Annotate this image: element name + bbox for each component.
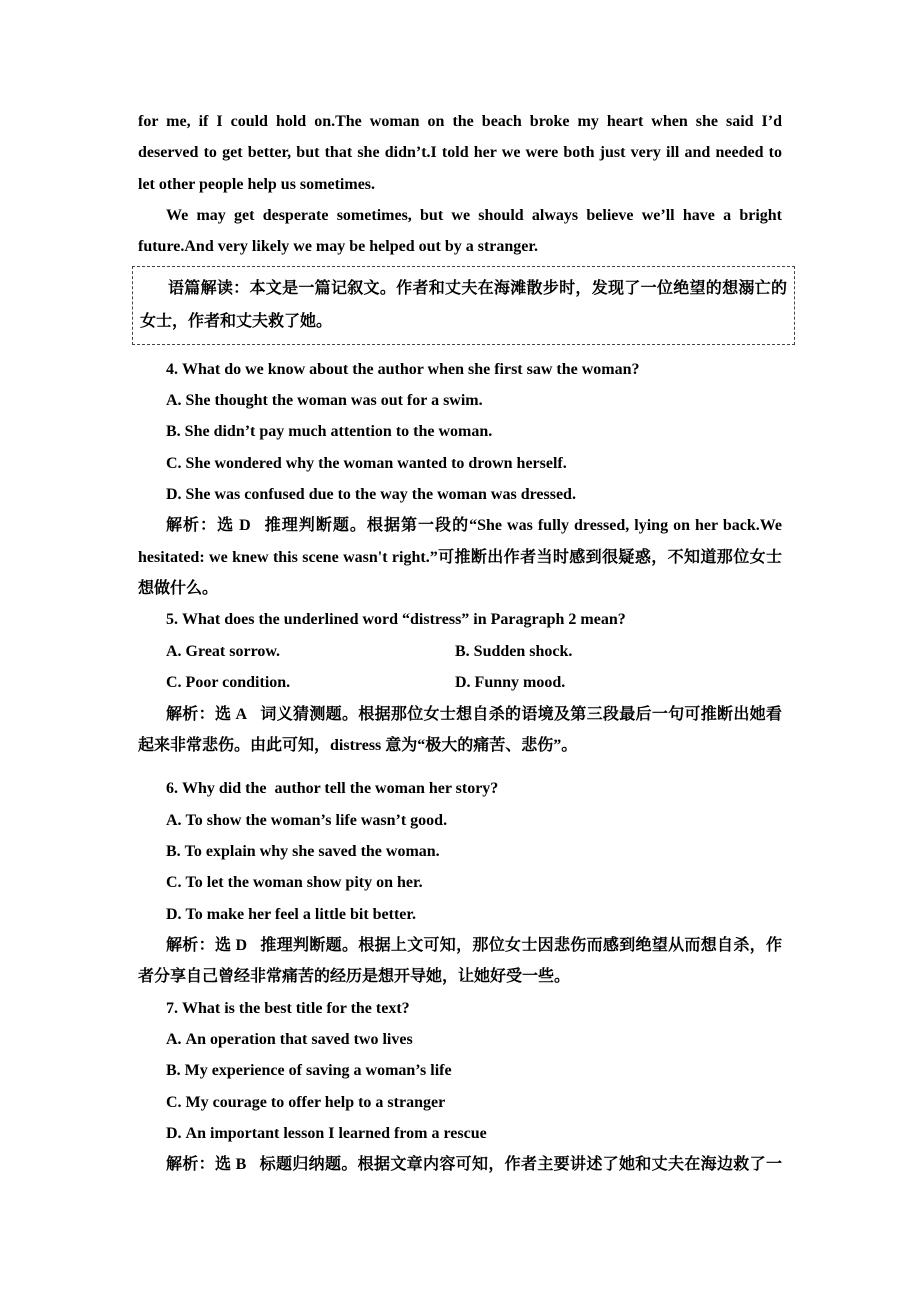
question-5-options-row1 [138,636,782,667]
passage-paragraph1-line1: for me, if I could hold on.The woman on the beach broke my heart when she said I’d [138,113,782,130]
question-5-options-row2 [138,667,782,698]
question-6-option-b: B. To explain why she saved the woman. [166,842,440,860]
question-7-option-d: D. An important lesson I learned from a rescue [166,1124,487,1142]
analysis-text: 推理判断题。根据上文可知，那位女士因悲伤而感到绝望从而想自杀，作 [260,936,782,954]
analysis-answer: 选 D [217,517,251,535]
passage-paragraph1-line2: deserved to get better, but that she didn’t.I told her we were both just very ill and needed to [138,144,782,162]
analysis-answer: 选 B [215,1156,247,1174]
question-6-option-d: D. To make her feel a little bit better. [166,905,417,923]
passage-paragraph2-line1: We may get desperate sometimes, but we should always believe we’ll have a bright [166,207,782,225]
analysis-label: 解析： [166,1156,215,1174]
question-4-option-a: A. She thought the woman was out for a swim. [166,392,483,410]
passage-paragraph2-line2: future.And very likely we may be helped out by a stranger. [138,238,538,256]
analysis-answer: 选 D [214,936,248,954]
question-6 [138,773,782,992]
question-4-analysis-line1 [138,510,782,541]
analysis-answer: 选 A [214,705,248,723]
question-4-option-d: D. She was confused due to the way the woman was dressed. [166,486,576,504]
question-6-option-c: C. To let the woman show pity on her. [166,874,423,892]
question-6-analysis-line2: 者分享自己曾经非常痛苦的经历是想开导她，让她好受一些。 [138,968,571,986]
question-7-option-b: B. My experience of saving a woman’s life [166,1062,452,1080]
question-4 [138,354,782,605]
analysis-text: 词义猜测题。根据那位女士想自杀的语境及第三段最后一句可推断出她看 [260,705,782,723]
summary-label: 语篇解读： [168,279,250,297]
question-4-stem: 4. What do we know about the author when she first saw the woman? [166,360,640,378]
question-7 [138,993,782,1181]
summary-text-line2: 女士，作者和丈夫救了她。 [140,312,333,330]
question-7-stem: 7. What is the best title for the text? [166,999,410,1017]
question-6-analysis-line1 [138,930,782,961]
question-4-analysis-line2: hesitated: we knew this scene wasn't right.”可推断出作者当时感到很疑惑，不知道那位女士 [138,548,782,566]
question-7-option-a: A. An operation that saved two lives [166,1030,413,1048]
question-5-analysis-line1 [138,699,782,730]
passage-summary-box [132,266,795,345]
document-content [138,106,787,1181]
question-4-analysis-line3: 想做什么。 [138,580,219,598]
summary-line1 [140,272,787,305]
question-6-stem: 6. Why did the author tell the woman her story? [166,780,499,798]
question-5-option-b: B. Sudden shock. [455,642,573,660]
question-4-option-c: C. She wondered why the woman wanted to drown herself. [166,454,567,472]
analysis-text: 标题归纳题。根据文章内容可知，作者主要讲述了她和丈夫在海边救了一 [259,1156,782,1174]
summary-text-line1: 本文是一篇记叙文。作者和丈夫在海滩散步时，发现了一位绝望的想溺亡的 [249,279,787,297]
question-4-option-b: B. She didn’t pay much attention to the woman. [166,423,493,441]
question-7-option-c: C. My courage to offer help to a stranger [166,1093,446,1111]
question-5-stem: 5. What does the underlined word “distress” in Paragraph 2 mean? [166,611,626,629]
question-5-analysis-line2: 起来非常悲伤。由此可知，distress 意为“极大的痛苦、悲伤”。 [138,736,578,754]
question-5-option-c: C. Poor condition. [166,674,291,692]
analysis-text: 推理判断题。根据第一段的“She was fully dressed, lying on her back.We [263,517,782,535]
question-5-option-a: A. Great sorrow. [166,642,281,660]
question-6-option-a: A. To show the woman’s life wasn’t good. [166,811,448,829]
analysis-label: 解析： [166,517,218,535]
analysis-label: 解析： [166,705,215,723]
question-5-option-d: D. Funny mood. [455,674,566,692]
question-5 [138,604,782,761]
passage-paragraph1-line3: let other people help us sometimes. [138,175,376,193]
analysis-label: 解析： [166,936,215,954]
question-7-analysis-line1 [138,1149,782,1180]
